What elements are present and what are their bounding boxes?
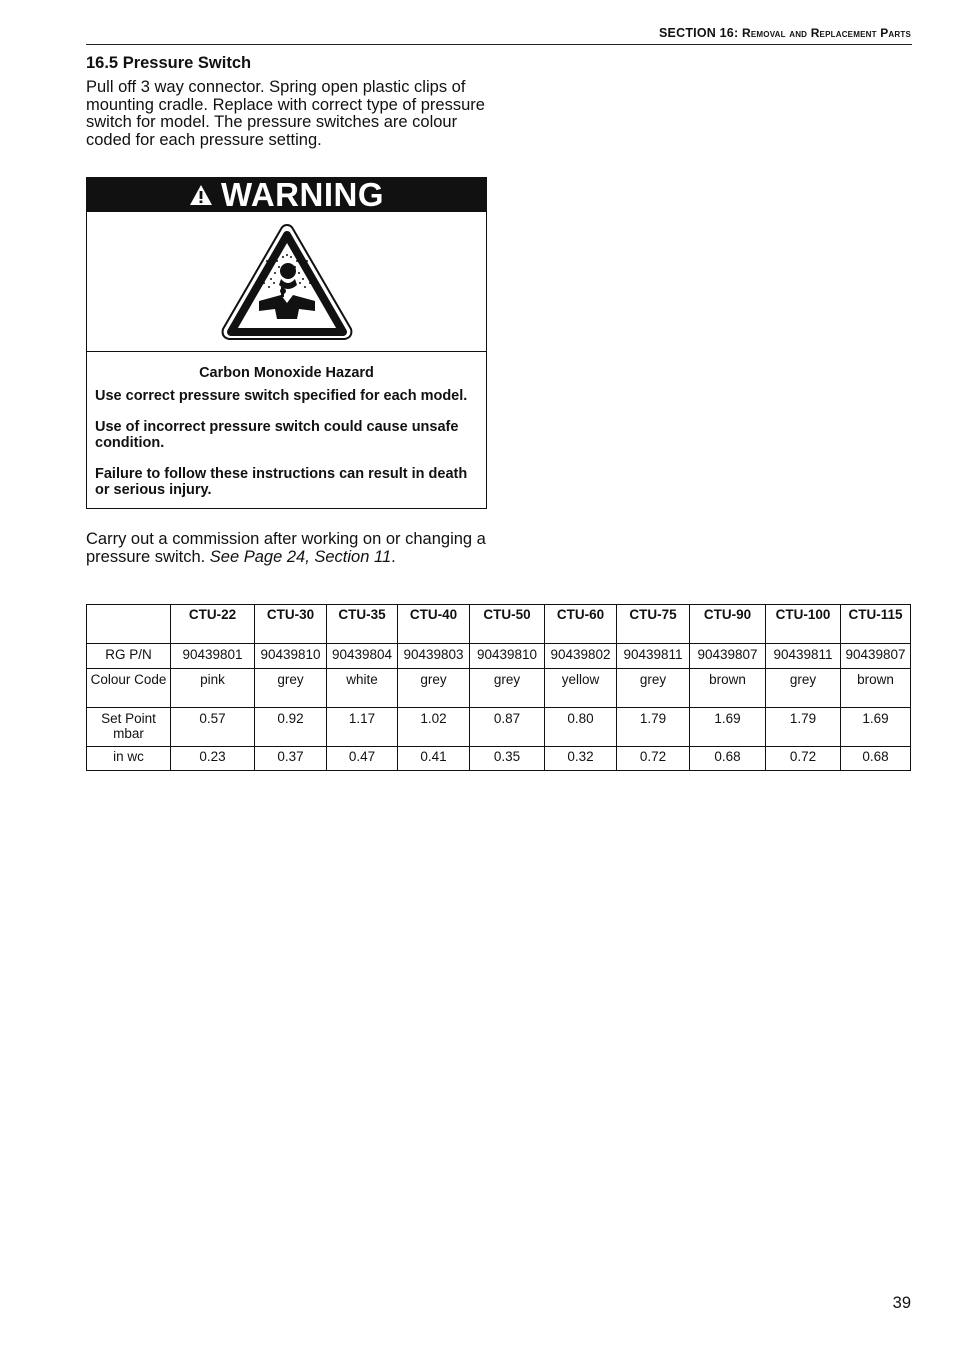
table-cell: 1.79	[766, 708, 841, 747]
column-header: CTU-35	[327, 605, 398, 644]
table-cell: 90439811	[617, 644, 690, 669]
table-cell: 90439811	[766, 644, 841, 669]
row-label: in wc	[87, 747, 171, 771]
column-header: CTU-22	[171, 605, 255, 644]
page-reference: See Page 24, Section 11	[209, 547, 392, 566]
table-cell: grey	[617, 669, 690, 708]
column-header: CTU-30	[255, 605, 327, 644]
warning-line: Use of incorrect pressure switch could cause unsafe condition.	[95, 419, 459, 451]
table-cell: 0.72	[766, 747, 841, 771]
table-cell: 0.57	[171, 708, 255, 747]
table-cell: 1.69	[841, 708, 911, 747]
section-header	[659, 26, 911, 40]
page-number: 39	[892, 1294, 911, 1312]
table-cell: 0.47	[327, 747, 398, 771]
hazard-pictogram	[87, 212, 486, 352]
header-rule	[86, 44, 912, 45]
table-cell: 0.41	[398, 747, 470, 771]
table-cell: 1.69	[690, 708, 766, 747]
table-cell: 0.72	[617, 747, 690, 771]
table-cell: 0.35	[470, 747, 545, 771]
table-header-row	[87, 605, 911, 644]
toxic-gas-hazard-icon	[219, 221, 355, 343]
commission-paragraph	[86, 531, 496, 566]
column-header	[87, 605, 171, 644]
warning-line: Failure to follow these instructions can result in death or serious injury.	[95, 466, 468, 498]
table-cell: 1.02	[398, 708, 470, 747]
table-cell: 90439810	[470, 644, 545, 669]
commission-end: .	[391, 547, 396, 566]
table-cell: brown	[841, 669, 911, 708]
table-cell: 0.87	[470, 708, 545, 747]
commission-text: Carry out a commission after working on or changing a pressure switch.	[86, 530, 486, 566]
pressure-switch-table	[86, 604, 911, 771]
table-cell: grey	[398, 669, 470, 708]
table-cell: pink	[171, 669, 255, 708]
table-cell: grey	[255, 669, 327, 708]
warning-box	[86, 177, 487, 509]
warning-triangle-icon	[189, 184, 213, 206]
warning-line: Use correct pressure switch specified for each model.	[95, 388, 468, 404]
row-label: RG P/N	[87, 644, 171, 669]
column-header: CTU-115	[841, 605, 911, 644]
column-header: CTU-40	[398, 605, 470, 644]
table-cell: 90439807	[690, 644, 766, 669]
table-cell: 90439807	[841, 644, 911, 669]
table-cell: 90439803	[398, 644, 470, 669]
table-cell: 90439810	[255, 644, 327, 669]
table-cell: 0.68	[841, 747, 911, 771]
table-cell: 0.32	[545, 747, 617, 771]
table-cell: 0.80	[545, 708, 617, 747]
column-header: CTU-90	[690, 605, 766, 644]
column-header: CTU-100	[766, 605, 841, 644]
warning-title: WARNING	[221, 176, 384, 213]
section-label: SECTION 16:	[659, 26, 742, 40]
table-cell: white	[327, 669, 398, 708]
table-cell: 90439801	[171, 644, 255, 669]
intro-paragraph: Pull off 3 way connector. Spring open plastic clips of mounting cradle. Replace with correct type of pressure switch for model. The pressure switches are colour coded for each pressure setting.	[86, 78, 485, 149]
table-cell: 90439802	[545, 644, 617, 669]
table-cell: grey	[766, 669, 841, 708]
table-cell: yellow	[545, 669, 617, 708]
table-cell: brown	[690, 669, 766, 708]
table-cell: 0.92	[255, 708, 327, 747]
table-row	[87, 708, 911, 747]
table-cell: grey	[470, 669, 545, 708]
row-label: Colour Code	[87, 669, 171, 708]
row-label: Set Point mbar	[87, 708, 171, 747]
table-cell: 0.68	[690, 747, 766, 771]
column-header: CTU-75	[617, 605, 690, 644]
warning-banner	[87, 178, 486, 212]
table-cell: 90439804	[327, 644, 398, 669]
column-header: CTU-60	[545, 605, 617, 644]
page-heading: 16.5 Pressure Switch	[86, 54, 252, 72]
table-cell: 1.17	[327, 708, 398, 747]
column-header: CTU-50	[470, 605, 545, 644]
table-cell: 0.23	[171, 747, 255, 771]
table-row	[87, 644, 911, 669]
table-cell: 0.37	[255, 747, 327, 771]
section-title: Removal and Replacement Parts	[742, 26, 911, 40]
table-row	[87, 669, 911, 708]
hazard-title: Carbon Monoxide Hazard	[199, 365, 374, 381]
table-cell: 1.79	[617, 708, 690, 747]
table-row	[87, 747, 911, 771]
